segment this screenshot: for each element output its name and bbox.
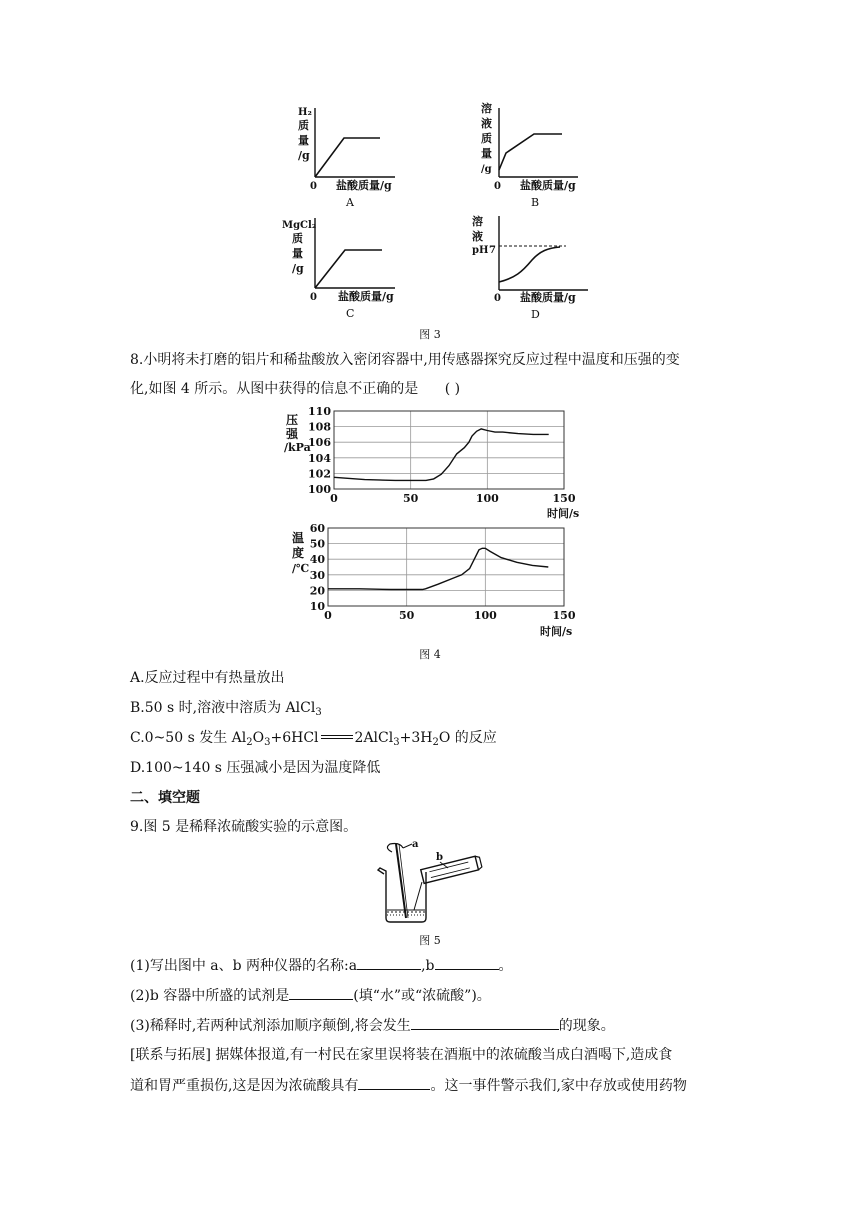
tick-7: 7 — [489, 245, 496, 256]
subscript: 2 — [246, 737, 253, 748]
q9-part2-text: (填“水”或“浓硫酸”)。 — [353, 988, 491, 1004]
xlabel: 盐酸质量/g — [338, 290, 394, 303]
fig3-panel-b — [481, 101, 578, 209]
extension-text: 道和胃严重损伤,这是因为浓硫酸具有 — [130, 1078, 359, 1094]
answer-blank-a[interactable] — [357, 955, 421, 970]
y-tick-label: 20 — [309, 584, 325, 598]
ylabel-line: 液 — [472, 230, 483, 243]
label-b: b — [436, 852, 443, 863]
y-tick-label: 104 — [308, 451, 331, 465]
x-tick-label: 50 — [403, 492, 419, 505]
option-b — [130, 698, 322, 718]
origin-label: 0 — [494, 293, 501, 304]
ylabel-line: pH — [472, 245, 489, 256]
y-tick-label: 10 — [309, 600, 325, 613]
y-tick-label: 50 — [309, 537, 325, 551]
extension-line1: [联系与拓展] 据媒体报道,有一村民在家里误将装在酒瓶中的浓硫酸当成白酒喝下,造成食 — [130, 1047, 673, 1063]
q9-part1-text: 。 — [498, 958, 513, 974]
y-tick-label: 102 — [308, 467, 331, 481]
q9-part2 — [130, 985, 491, 1006]
q9-part3-text: (3)稀释时,若两种试剂添加顺序颠倒,将会发生 — [130, 1018, 411, 1034]
x-tick-label: 0 — [324, 609, 332, 622]
option-c-text: O — [252, 730, 265, 746]
subscript: 2 — [432, 737, 439, 748]
option-c-text: C.0~50 s 发生 Al — [130, 730, 247, 746]
subscript: 3 — [393, 737, 400, 748]
option-c — [130, 728, 497, 748]
y-tick-label: 110 — [308, 405, 331, 418]
label-a: a — [412, 839, 419, 850]
q8-stem-line2: 化,如图 4 所示。从图中获得的信息不正确的是 — [130, 381, 419, 397]
y-tick-label: 40 — [309, 553, 325, 567]
q9-part1-text: ,b — [421, 958, 435, 974]
subscript: 3 — [315, 707, 322, 718]
graduated-cylinder-icon — [421, 855, 483, 883]
xlabel: 盐酸质量/g — [336, 179, 392, 192]
xlabel: 盐酸质量/g — [520, 291, 576, 304]
xlabel: 时间/s — [540, 625, 573, 638]
ylabel-line: 质 — [292, 232, 303, 245]
panel-letter: D — [531, 308, 540, 321]
xlabel: 盐酸质量/g — [520, 179, 576, 192]
answer-blank-phenomenon[interactable] — [411, 1015, 559, 1030]
equals-sign — [319, 733, 355, 743]
figure-3-caption: 图 3 — [419, 328, 441, 341]
ylabel-line: 质 — [298, 119, 309, 132]
q9-stem: 9.图 5 是稀释浓硫酸实验的示意图。 — [130, 819, 358, 835]
extension-text: 。这一事件警示我们,家中存放或使用药物 — [430, 1078, 687, 1094]
panel-letter: C — [346, 307, 355, 320]
option-c-text: O 的反应 — [438, 730, 497, 746]
ylabel-line: /g — [292, 262, 304, 275]
x-tick-label: 0 — [330, 492, 338, 505]
plot-frame — [334, 411, 564, 489]
x-tick-label: 100 — [475, 492, 499, 505]
ylabel-line: 量 — [298, 134, 309, 147]
ylabel-line: 溶 — [481, 102, 492, 115]
ylabel-line: 温 — [292, 531, 305, 545]
q9-part3-text: 的现象。 — [558, 1018, 615, 1034]
y-tick-label: 100 — [308, 483, 331, 496]
ylabel-line: /℃ — [292, 562, 310, 575]
option-b-text: B.50 s 时,溶液中溶质为 AlCl — [130, 700, 316, 716]
section-heading: 二、填空题 — [130, 790, 200, 806]
q9-part1 — [130, 955, 513, 976]
ylabel-line: 溶 — [472, 215, 483, 228]
subscript: 3 — [264, 737, 271, 748]
fig3-panel-d — [472, 214, 588, 321]
q9-part1-text: (1)写出图中 a、b 两种仪器的名称:a — [130, 958, 358, 974]
curve — [315, 138, 380, 177]
figure-4-caption: 图 4 — [419, 648, 441, 661]
origin-label: 0 — [310, 292, 317, 303]
figure-5 — [370, 838, 490, 928]
option-c-text: +6HCl — [270, 730, 319, 746]
extension-line2 — [130, 1075, 687, 1096]
q9-part2-text: (2)b 容器中所盛的试剂是 — [130, 988, 290, 1004]
q8-stem-line1: 8.小明将未打磨的铝片和稀盐酸放入密闭容器中,用传感器探究反应过程中温度和压强的变 — [130, 352, 680, 368]
ylabel-line: 液 — [481, 117, 492, 130]
fig3-panel-a — [298, 107, 395, 209]
glass-rod-icon — [396, 844, 406, 918]
ylabel-line: 度 — [292, 546, 305, 560]
option-c-text: 2AlCl — [354, 730, 394, 746]
x-tick-label: 50 — [399, 609, 415, 622]
answer-blank-reagent[interactable] — [289, 985, 353, 1000]
ylabel-line: /g — [298, 149, 310, 162]
ylabel-line: 量 — [481, 147, 492, 160]
figure-4 — [282, 405, 582, 640]
ylabel-line: 压 — [286, 413, 299, 427]
ylabel-line: MgCl₂ — [282, 220, 317, 231]
option-a: A.反应过程中有热量放出 — [130, 670, 285, 686]
plot-frame — [328, 528, 564, 606]
ylabel-line: 量 — [292, 247, 303, 260]
x-tick-label: 150 — [552, 609, 576, 622]
y-tick-label: 60 — [309, 522, 325, 535]
panel-letter: B — [531, 196, 540, 209]
origin-label: 0 — [310, 181, 317, 192]
answer-blank-property[interactable] — [358, 1075, 430, 1090]
y-tick-label: 108 — [308, 420, 331, 434]
fig3-panel-c — [282, 218, 395, 320]
ylabel-line: H₂ — [298, 107, 312, 118]
ylabel-line: 质 — [481, 132, 492, 145]
curve — [499, 247, 560, 282]
y-tick-label: 106 — [308, 436, 331, 450]
answer-paren: ( ) — [444, 381, 461, 397]
x-tick-label: 100 — [473, 609, 497, 622]
pressure-chart — [284, 405, 579, 520]
option-d: D.100~140 s 压强减小是因为温度降低 — [130, 760, 381, 776]
panel-letter: A — [346, 196, 354, 209]
y-tick-label: 30 — [309, 568, 325, 582]
curve — [499, 134, 562, 170]
q8-stem-line2-wrap — [130, 379, 460, 399]
origin-label: 0 — [494, 181, 501, 192]
temperature-chart — [292, 522, 576, 638]
xlabel: 时间/s — [547, 507, 580, 520]
series-line — [328, 548, 548, 589]
answer-blank-b[interactable] — [435, 955, 499, 970]
curve — [315, 250, 382, 288]
q9-part3 — [130, 1015, 615, 1036]
figure-3 — [270, 100, 600, 330]
option-c-text: +3H — [399, 730, 433, 746]
ylabel-line: /g — [481, 164, 492, 175]
figure-5-caption: 图 5 — [419, 934, 441, 947]
x-tick-label: 150 — [552, 492, 576, 505]
ylabel-line: /kPa — [284, 441, 311, 454]
series-line — [334, 429, 549, 481]
ylabel-line: 强 — [286, 427, 299, 441]
